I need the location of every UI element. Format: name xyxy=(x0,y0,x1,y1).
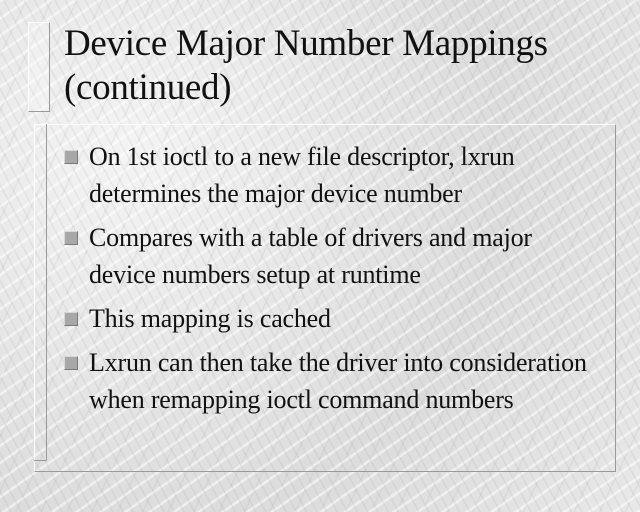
title-accent-bar xyxy=(28,22,50,112)
bullet-item xyxy=(64,300,604,337)
bullet-item xyxy=(64,138,604,212)
bullet-text: Lxrun can then take the driver into consideration when remapping ioctl command numbers xyxy=(89,348,587,414)
bullet-item xyxy=(64,219,604,293)
body-accent-bar xyxy=(34,124,47,461)
bullet-list xyxy=(64,138,604,425)
slide-title: Device Major Number Mappings (continued) xyxy=(64,23,548,108)
bullet-item xyxy=(64,344,604,418)
square-bullet-icon xyxy=(64,312,78,326)
square-bullet-icon xyxy=(64,231,78,245)
bullet-text: On 1st ioctl to a new file descriptor, lxrun determines the major device number xyxy=(89,142,515,208)
bullet-text: Compares with a table of drivers and major device numbers setup at runtime xyxy=(89,223,532,289)
bullet-text: This mapping is cached xyxy=(89,304,331,333)
square-bullet-icon xyxy=(64,356,78,370)
square-bullet-icon xyxy=(64,150,78,164)
